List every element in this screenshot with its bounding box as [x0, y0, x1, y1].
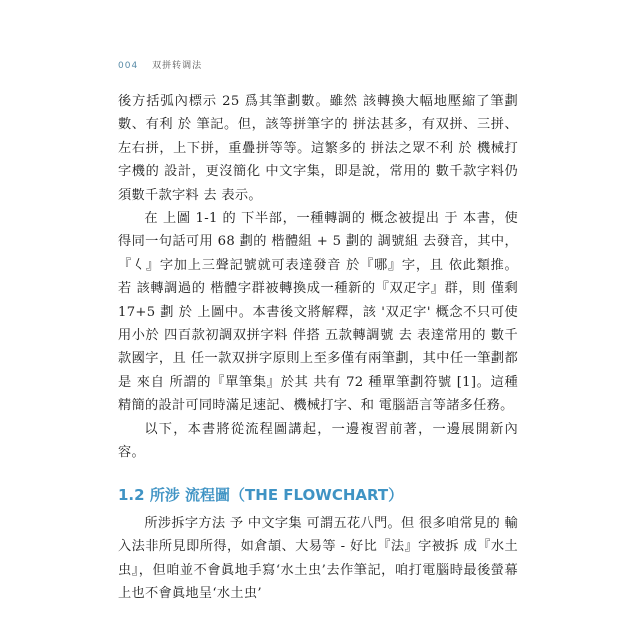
- running-header: [118, 58, 202, 71]
- page-number: 004: [118, 61, 139, 71]
- paragraph: 在 上圖 1-1 的 下半部，一種轉調的 概念被提出 于 本書，使得同一句話可用 68 劃的 楷體組 + 5 劃的 調號組 去發音，其中，『𡿨』字加上三聲記號就可表達發音 於『哪』字，且 依此類推。若 該轉調過的 楷體字群被轉換成一種新的『双疋字』群，則 僅剩 17+5 劃 於 上圖中。本書後文將解釋，該 '双疋字' 概念不只可使用小於 四百款初調双拼字料 伴搭 五款轉調號 去 表達常用的 數千款國字，且 任一款双拼字原則上至多僅有兩筆劃，其中任一筆劃都是 來自 所謂的『單筆集』於其 共有 72 種單筆劃符號 [1]。這種精簡的設計可同時滿足速記、機械打字、和 電腦語言等諸多任務。: [118, 211, 518, 414]
- section-body: [118, 512, 518, 606]
- paragraph: 所涉拆字方法 予 中文字集 可謂五花八門。但 很多咱常見的 輸入法非所見即所得，如倉頡、大易等 - 好比『法』字被拆 成『水土虫』，但咱並不會眞地手寫‘水土虫’去作筆記，咱打電腦時最後螢幕上也不會眞地呈‘水土虫’: [118, 516, 518, 602]
- section-title: 所涉 流程圖（THE FLOWCHART）: [149, 486, 404, 504]
- body-text: [118, 90, 518, 465]
- section-heading: [118, 484, 403, 505]
- paragraph: 後方括弧內標示 25 爲其筆劃數。雖然 該轉換大幅地壓縮了筆劃數、有利 於 筆記。但，該等拼筆字的 拼法甚多，有双拼、三拼、左右拼，上下拼，重疊拼等等。這繁多的 拼法之眾不利 於 機械打字機的 設計，更沒簡化 中文字集，即是說，常用的 數千款字料仍須數千款字料 去 表示。: [118, 94, 518, 203]
- paragraph: 以下，本書將從流程圖講起，一邊複習前著，一邊展開新內容。: [118, 421, 518, 461]
- chapter-title: 双拼转调法: [152, 61, 203, 71]
- section-number: 1.2: [118, 486, 145, 504]
